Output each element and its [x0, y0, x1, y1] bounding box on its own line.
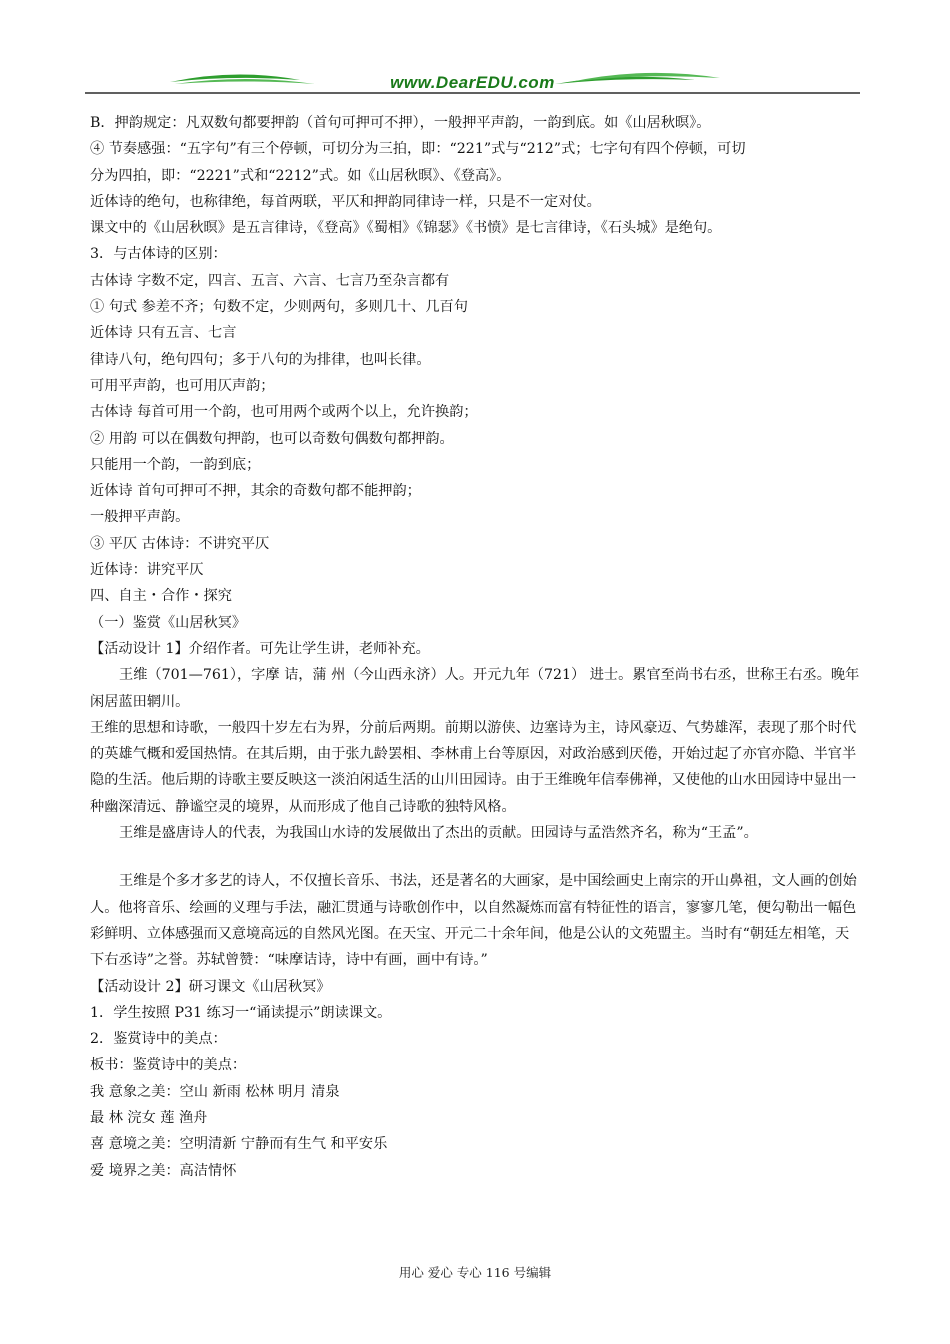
text-line: 爱 境界之美：高洁情怀 [90, 1162, 237, 1179]
text-line: 古体诗 字数不定，四言、五言、六言、七言乃至杂言都有 [90, 272, 450, 289]
text-line: ① 句式 参差不齐；句数不定，少则两句，多则几十、几百句 [90, 299, 468, 316]
page-header [85, 60, 860, 100]
text-line: 只能用一个韵，一韵到底； [90, 456, 261, 473]
paragraph-spacer [90, 846, 860, 868]
activity-heading: 【活动设计 2】研习课文《山居秋冥》 [90, 978, 331, 995]
text-line: 近体诗的绝句，也称律绝，每首两联，平仄和押韵同律诗一样，只是不一定对仗。 [90, 193, 601, 210]
site-logo-text[interactable]: www.DearEDU.com [390, 73, 555, 92]
section-heading: 3．与古体诗的区别： [90, 246, 227, 263]
text-line: 2．鉴赏诗中的美点： [90, 1031, 227, 1048]
page-footer: 用心 爱心 专心 116 号编辑 [398, 1265, 552, 1280]
activity-heading: 【活动设计 1】介绍作者。可先让学生讲，老师补充。 [90, 640, 430, 657]
text-line: 分为四拍，即：“2221”式和“2212”式。如《山居秋暝》、《登高》。 [90, 167, 511, 184]
text-line: 律诗八句，绝句四句；多于八句的为排律，也叫长律。 [90, 351, 431, 368]
text-line: 近体诗 首句可押可不押，其余的奇数句都不能押韵； [90, 483, 421, 500]
text-line: 喜 意境之美：空明清新 宁静而有生气 和平安乐 [90, 1136, 388, 1153]
text-line: 可用平声韵，也可用仄声韵； [90, 377, 275, 394]
text-line: B．押韵规定：凡双数句都要押韵（首句可押可不押），一般押平声韵，一韵到底。如《山居秋暝》。 [90, 115, 711, 131]
text-line: 古体诗 每首可用一个韵，也可用两个或两个以上，允许换韵； [90, 404, 478, 421]
section-heading: 四、自主・合作・探究 [90, 588, 232, 605]
author-intro-paragraph: 王维（701—761），字摩 诘，蒲 州（今山西永济）人。开元九年（721） 进士。累官至尚书右丞，世称王右丞。晚年闲居蓝田辋川。 [90, 667, 860, 710]
subsection-heading: （一）鉴赏《山居秋冥》 [90, 614, 247, 631]
text-line: 最 林 浣女 莲 渔舟 [90, 1109, 208, 1126]
text-line: ② 用韵 可以在偶数句押韵，也可以奇数句偶数句都押韵。 [90, 430, 454, 447]
text-line: 一般押平声韵。 [90, 509, 190, 526]
text-line: 近体诗：讲究平仄 [90, 562, 204, 579]
artist-paragraph: 王维是个多才多艺的诗人，不仅擅长音乐、书法，还是著名的大画家，是中国绘画史上南宗的开山鼻祖，文人画的创始人。他将音乐、绘画的义理与手法，融汇贯通与诗歌创作中，以自然凝炼而富有特征性的语言，寥寥几笔，便勾勒出一幅色彩鲜明、立体感强而又意境高远的自然风光图。在天宝、开元二十余年间，他是公认的文苑盟主。当时有“朝廷左相笔，天下右丞诗”之誉。苏轼曾赞：“味摩诘诗，诗中有画，画中有诗。” [90, 873, 857, 969]
text-line: ④ 节奏感强：“五字句”有三个停顿，可切分为三拍，即：“221”式与“212”式；七字句有四个停顿，可切 [90, 141, 746, 158]
text-line: 课文中的《山居秋暝》是五言律诗，《登高》《蜀相》《锦瑟》《书愤》是七言律诗，《石头城》是绝句。 [90, 220, 722, 237]
text-line: 我 意象之美：空山 新雨 松林 明月 清泉 [90, 1083, 340, 1100]
text-line: 1．学生按照 P31 练习一“诵读提示”朗读课文。 [90, 1004, 392, 1021]
text-line: 板书：鉴赏诗中的美点： [90, 1057, 247, 1074]
representative-paragraph: 王维是盛唐诗人的代表，为我国山水诗的发展做出了杰出的贡献。田园诗与孟浩然齐名，称为“王孟”。 [119, 825, 758, 842]
document-body [90, 110, 860, 1184]
text-line: 近体诗 只有五言、七言 [90, 325, 237, 342]
text-line: ③ 平仄 古体诗：不讲究平仄 [90, 535, 270, 552]
poetry-periods-paragraph: 王维的思想和诗歌，一般四十岁左右为界，分前后两期。前期以游侠、边塞诗为主，诗风豪迈、气势雄浑，表现了那个时代的英雄气概和爱国热情。在其后期，由于张九龄罢相、李林甫上台等原因，对政治感到厌倦，开始过起了亦官亦隐、半官半隐的生活。他后期的诗歌主要反映这一淡泊闲适生活的山川田园诗。由于王维晚年信奉佛禅，又使他的山水田园诗中显出一种幽深清远、静谧空灵的境界，从而形成了他自己诗歌的独特风格。 [90, 719, 857, 815]
